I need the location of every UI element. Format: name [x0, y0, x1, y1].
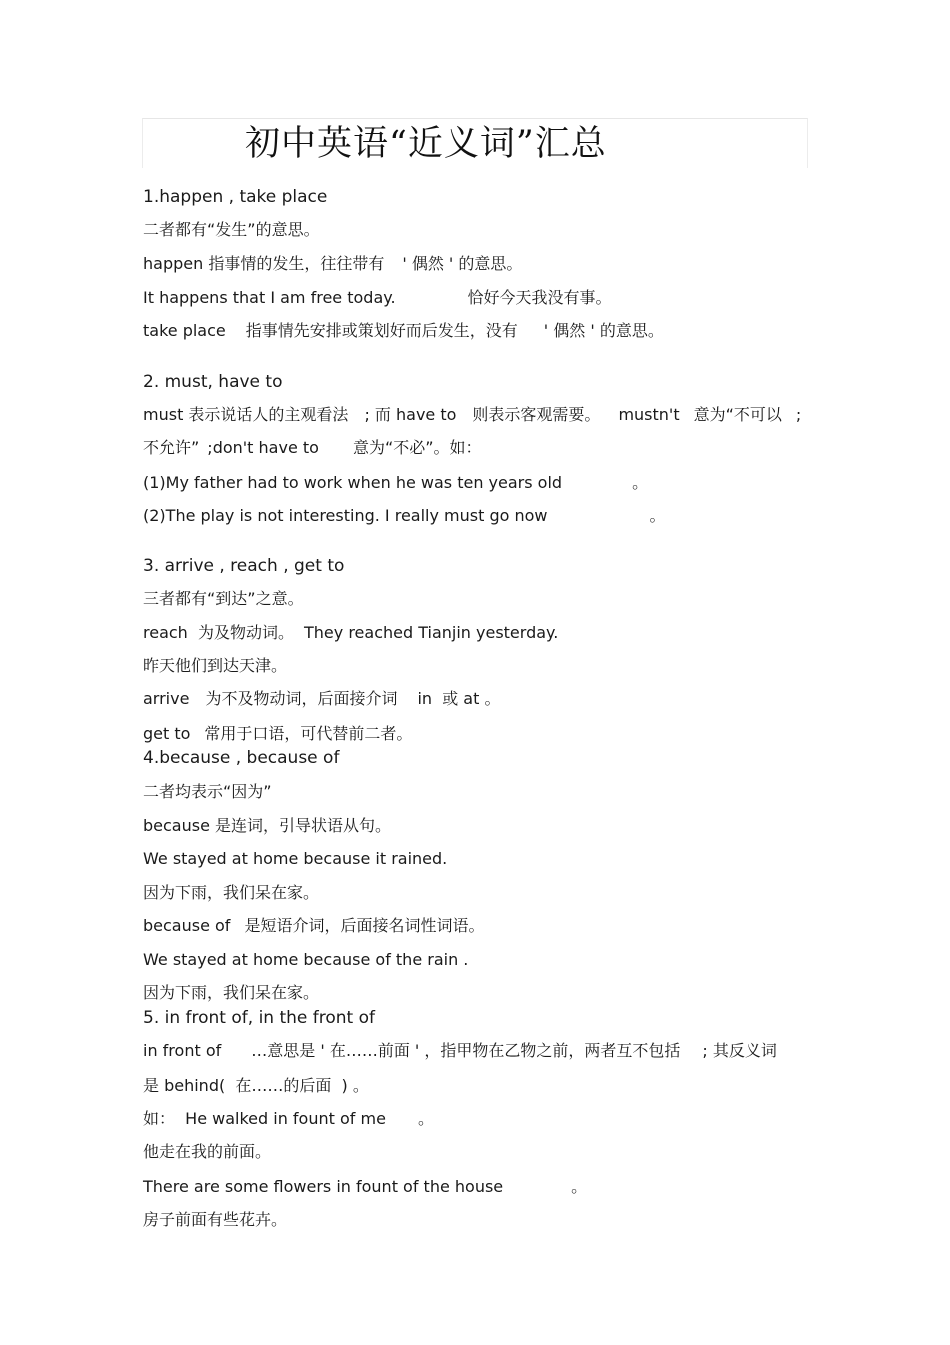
text-line: [143, 219, 320, 241]
section-heading: [143, 747, 339, 769]
text-segment: 5. in front of, in the front of: [143, 1008, 375, 1028]
text-line: [143, 1108, 434, 1130]
text-segment: get to: [143, 724, 191, 743]
text-segment: must 表示说话人的主观看法: [143, 405, 349, 424]
text-segment: 4.because , because of: [143, 748, 340, 768]
text-segment: 意为“不必”。如：: [352, 438, 482, 457]
text-segment: 指事情先安排或策划好而后发生，没有: [245, 321, 518, 340]
text-line: [143, 287, 612, 309]
text-segment: 2. must, have to: [143, 372, 283, 392]
text-line: [143, 915, 484, 937]
text-segment: arrive: [143, 689, 190, 708]
text-segment: 三者都有“到达”之意。: [143, 589, 304, 608]
text-segment: We stayed at home because of the rain .: [143, 950, 469, 969]
section-heading: [143, 371, 282, 393]
text-segment: because of: [143, 916, 231, 935]
text-segment: 则表示客观需要。: [472, 405, 601, 424]
section-heading: [143, 1007, 375, 1029]
text-segment: 。: [417, 1109, 434, 1128]
text-segment: 二者都有“发生”的意思。: [143, 220, 320, 239]
text-line: [143, 404, 801, 426]
text-segment: 为不及物动词，后面接介词: [205, 689, 398, 708]
text-segment: 不允许”: [143, 438, 200, 457]
text-line: [143, 781, 272, 803]
text-line: [143, 723, 412, 745]
text-segment: 因为下雨，我们呆在家。: [143, 883, 320, 902]
section-heading: [143, 186, 327, 208]
text-line: [143, 437, 482, 459]
text-segment: 意为“不可以: [693, 405, 782, 424]
text-segment: because 是连词，引导状语从句。: [143, 816, 392, 835]
text-segment: We stayed at home because it rained.: [143, 849, 448, 868]
text-segment: 是短语介词，后面接名词性词语。: [244, 916, 485, 935]
text-segment: 因为下雨，我们呆在家。: [143, 983, 320, 1002]
text-segment: ;don't have to: [207, 438, 319, 457]
text-segment: happen 指事情的发生，往往带有: [143, 254, 385, 273]
text-line: [143, 1209, 287, 1231]
text-line: [143, 848, 447, 870]
text-segment: in 或 at 。: [417, 689, 501, 708]
text-line: [143, 949, 468, 971]
text-segment: It happens that I am free today.: [143, 288, 396, 307]
text-segment: reach 为及物动词。: [143, 623, 294, 642]
text-segment: ' 偶然 ' 的意思。: [402, 254, 523, 273]
text-segment: 。: [632, 473, 649, 492]
text-line: [143, 655, 287, 677]
text-segment: 二者均表示“因为”: [143, 782, 272, 801]
text-line: [143, 472, 648, 494]
text-line: [143, 1075, 369, 1097]
text-segment: ' 偶然 ' 的意思。: [543, 321, 664, 340]
text-line: [143, 588, 304, 610]
text-segment: mustn't: [618, 405, 680, 424]
page-title: 初中英语“近义词”汇总: [245, 124, 607, 164]
section-heading: [143, 555, 344, 577]
text-line: [143, 882, 319, 904]
text-segment: …意思是 ' 在……前面 ' ，指甲物在乙物之前，两者互不包括: [251, 1041, 681, 1060]
text-segment: 他走在我的前面。: [143, 1142, 272, 1161]
text-segment: There are some flowers in fount of the house: [143, 1177, 504, 1196]
text-line: [143, 982, 319, 1004]
text-segment: 。: [649, 506, 666, 525]
text-segment: 是 behind( 在……的后面 ) 。: [143, 1076, 369, 1095]
text-segment: ;: [795, 405, 802, 424]
text-segment: ; 其反义词: [702, 1041, 777, 1060]
text-line: [143, 1141, 271, 1163]
text-segment: take place: [143, 321, 226, 340]
text-line: [143, 688, 500, 710]
text-segment: (1)My father had to work when he was ten years old: [143, 473, 563, 492]
text-segment: 房子前面有些花卉。: [143, 1210, 288, 1229]
text-segment: They reached Tianjin yesterday.: [304, 623, 559, 642]
text-line: [143, 1176, 587, 1198]
text-segment: ; 而 have to: [364, 405, 457, 424]
text-line: [143, 815, 391, 837]
text-segment: 恰好今天我没有事。: [467, 288, 612, 307]
text-line: [143, 1040, 777, 1062]
text-segment: 昨天他们到达天津。: [143, 656, 288, 675]
text-line: [143, 505, 666, 527]
text-line: [143, 622, 558, 644]
text-line: [143, 320, 664, 342]
text-segment: in front of: [143, 1041, 222, 1060]
text-line: [143, 253, 522, 275]
text-segment: 如： He walked in fount of me: [143, 1109, 386, 1128]
text-segment: 1.happen , take place: [143, 187, 328, 207]
text-segment: (2)The play is not interesting. I really must go now: [143, 506, 548, 525]
text-segment: 常用于口语，可代替前二者。: [204, 724, 413, 743]
text-segment: 。: [571, 1177, 588, 1196]
text-segment: 3. arrive , reach , get to: [143, 556, 345, 576]
